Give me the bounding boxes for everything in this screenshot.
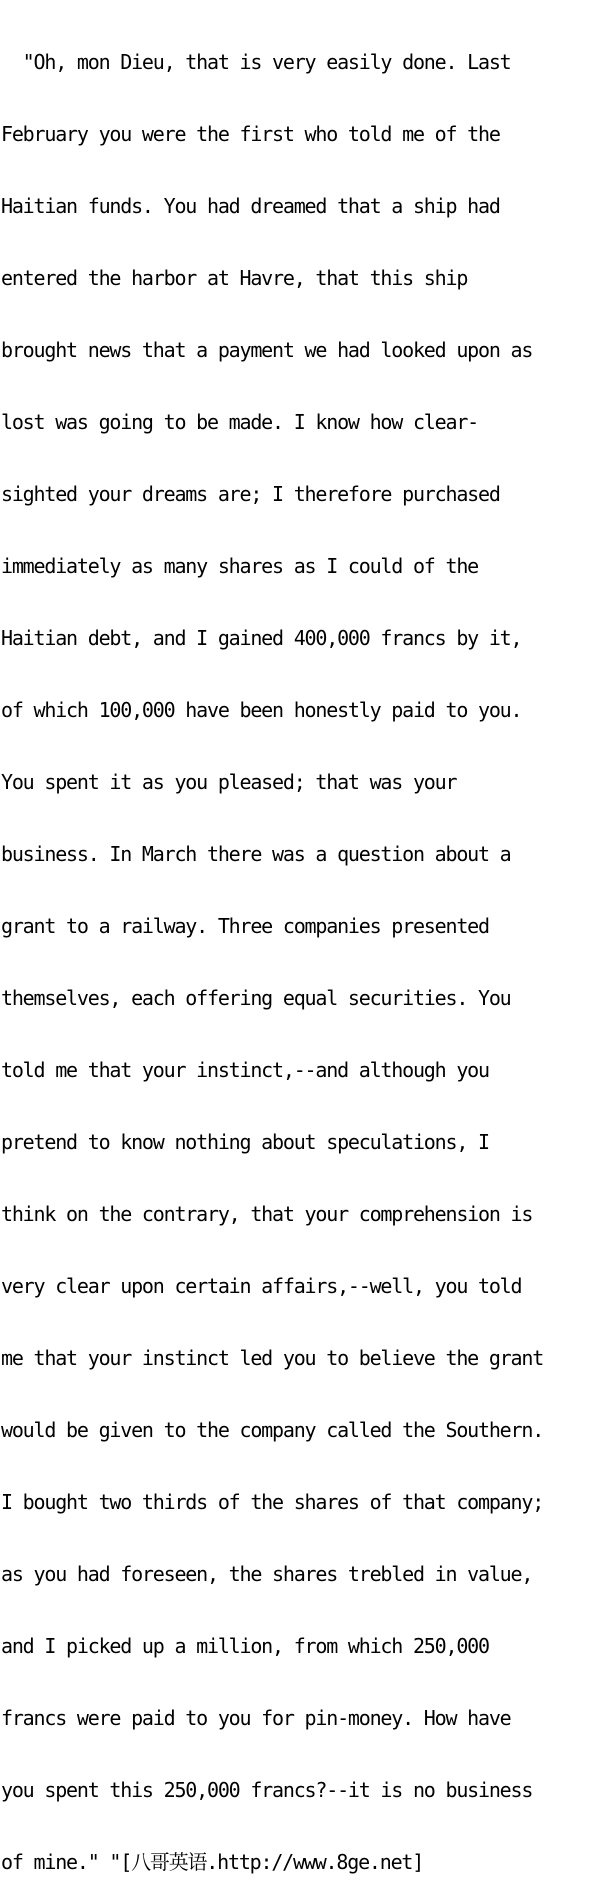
text-line: told me that your instinct,--and although you — [1, 1058, 489, 1082]
text-line: me that your instinct led you to believe the grant — [1, 1346, 544, 1370]
text-line: francs were paid to you for pin-money. How have — [1, 1706, 511, 1730]
text-line: You spent it as you pleased; that was your — [1, 770, 457, 794]
text-line: February you were the first who told me of the — [1, 122, 500, 146]
text-line: Haitian debt, and I gained 400,000 francs by it, — [1, 626, 522, 650]
text-line: as you had foreseen, the shares trebled in value, — [1, 1562, 533, 1586]
text-line: "Oh, mon Dieu, that is very easily done. Last — [1, 50, 511, 74]
document-text — [1, 2, 599, 1898]
text-line: entered the harbor at Havre, that this ship — [1, 266, 468, 290]
text-line: pretend to know nothing about speculations, I — [1, 1130, 489, 1154]
text-line: themselves, each offering equal securities. You — [1, 986, 511, 1010]
text-line: of which 100,000 have been honestly paid to you. — [1, 698, 522, 722]
text-line: of mine." "[八哥英语.http://www.8ge.net] — [1, 1850, 424, 1874]
text-line: I bought two thirds of the shares of that company; — [1, 1490, 544, 1514]
text-line: very clear upon certain affairs,--well, you told — [1, 1274, 522, 1298]
text-line: think on the contrary, that your comprehension is — [1, 1202, 533, 1226]
text-line: and I picked up a million, from which 250,000 — [1, 1634, 489, 1658]
text-line: business. In March there was a question about a — [1, 842, 511, 866]
text-line: brought news that a payment we had looked upon as — [1, 338, 533, 362]
text-line: would be given to the company called the Southern. — [1, 1418, 544, 1442]
text-line: you spent this 250,000 francs?--it is no business — [1, 1778, 533, 1802]
text-line: grant to a railway. Three companies presented — [1, 914, 489, 938]
text-line: sighted your dreams are; I therefore purchased — [1, 482, 500, 506]
text-line: Haitian funds. You had dreamed that a ship had — [1, 194, 500, 218]
text-line: lost was going to be made. I know how clear- — [1, 410, 479, 434]
text-line: immediately as many shares as I could of the — [1, 554, 479, 578]
